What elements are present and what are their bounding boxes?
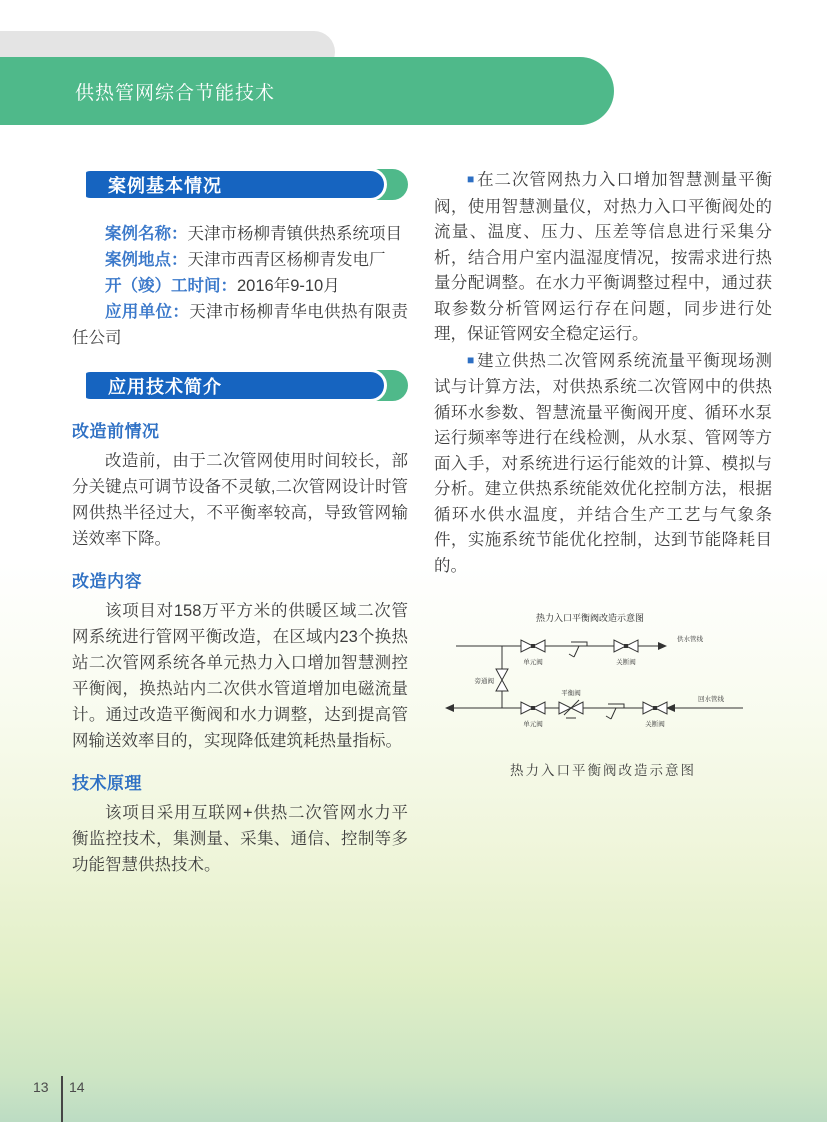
section-banner-tech-intro	[86, 369, 408, 402]
case-unit-value: 天津市杨柳青华电供热有限责任公司	[72, 303, 409, 347]
case-name-value: 天津市杨柳青镇供热系统项目	[187, 225, 402, 243]
balance-valve-symbol	[559, 700, 583, 718]
bypass-valve-symbol	[496, 669, 508, 691]
paragraph-tech-principle: 该项目采用互联网+供热二次管网水力平衡监控技术，集测量、采集、通信、控制等多功能智慧供热技术。	[72, 804, 408, 874]
flow-arrow-right-icon	[658, 642, 667, 650]
case-location-value: 天津市西青区杨柳青发电厂	[187, 251, 386, 269]
right-column	[434, 168, 772, 878]
case-time-value: 2016年9-10月	[237, 277, 340, 295]
label-return-line: 回水管线	[698, 696, 724, 703]
page-title: 供热管网综合节能技术	[75, 82, 276, 104]
case-info-item-time	[72, 273, 408, 299]
paragraph-before-retrofit: 改造前，由于二次管网使用时间较长，部分关键点可调节设备不灵敏,二次管网设计时管网供热半径过大，不平衡率较高，导致管网输送效率下降。	[72, 452, 408, 548]
label-shutoff-valve-top: 关断阀	[616, 659, 636, 666]
flow-arrow-left-icon	[445, 704, 454, 712]
label-unit-valve-bottom: 单元阀	[523, 721, 543, 728]
piping-schematic	[438, 603, 768, 743]
strainer-bottom-icon	[606, 704, 624, 719]
page-number-left: 13	[33, 1079, 49, 1095]
case-info-item-unit	[72, 299, 408, 351]
case-unit-label: 应用单位：	[105, 303, 190, 321]
shutoff-valve-top-symbol	[614, 640, 638, 652]
label-shutoff-valve-bottom: 关断阀	[645, 721, 665, 728]
page-number-right: 14	[69, 1079, 85, 1095]
label-supply-line: 供水管线	[677, 636, 703, 643]
diagram-caption: 热力入口平衡阀改造示意图	[510, 763, 696, 778]
left-column	[72, 168, 408, 878]
shutoff-valve-bottom-symbol	[643, 702, 667, 714]
section-title-case-info: 案例基本情况	[86, 168, 387, 201]
case-name-label: 案例名称：	[105, 225, 188, 243]
subsection-heading-before-retrofit: 改造前情况	[72, 422, 160, 441]
diagram-title: 热力入口平衡阀改造示意图	[535, 613, 645, 623]
case-location-label: 案例地点：	[105, 251, 188, 269]
case-info-item-location	[72, 247, 408, 273]
section-banner-case-info	[86, 168, 408, 201]
square-bullet-icon: ■	[467, 352, 476, 367]
content-columns	[72, 168, 772, 878]
label-balance-valve: 平衡阀	[561, 690, 581, 697]
case-time-label: 开（竣）工时间：	[105, 277, 237, 295]
bullet-paragraph-2	[434, 349, 772, 580]
page-header-banner	[0, 57, 614, 125]
section-title-tech-intro: 应用技术简介	[86, 369, 387, 402]
case-info-list	[72, 221, 408, 351]
unit-valve-top-symbol	[521, 640, 545, 652]
unit-valve-bottom-symbol	[521, 702, 545, 714]
bullet-paragraph-1-text: 在二次管网热力入口增加智慧测量平衡阀，使用智慧测量仪，对热力入口平衡阀处的流量、温度、压力、压差等信息进行采集分析，结合用户室内温湿度情况，按需求进行热量分配调整。在水力平衡调整过程中，通过获取参数分析管网运行存在问题，同步进行处理，保证管网安全稳定运行。	[434, 171, 773, 343]
page-number-divider	[61, 1076, 63, 1122]
label-unit-valve-top: 单元阀	[523, 659, 543, 666]
label-bypass-valve: 旁通阀	[474, 678, 494, 685]
bullet-paragraph-1	[434, 168, 772, 348]
return-pipe	[445, 704, 743, 712]
paragraph-retrofit-content: 该项目对158万平方米的供暖区域二次管网系统进行管网平衡改造，在区域内23个换热站二次管网系统各单元热力入口增加智慧测控平衡阀，换热站内二次供水管道增加电磁流量计。通过改造平衡阀和水力调整，达到提高管网输送效率目的，实现降低建筑耗热量指标。	[72, 602, 408, 750]
bullet-paragraph-2-text: 建立供热二次管网系统流量平衡现场测试与计算方法，对供热系统二次管网中的供热循环水参数、智慧流量平衡阀开度、循环水泵运行频率等进行在线检测，从水泵、管网等方面入手，对系统进行运行能效的计算、模拟与分析。建立供热系统能效优化控制方法，根据循环水供水温度，并结合生产工艺与气象条件，实施系统节能优化控制，达到节能降耗目的。	[434, 351, 773, 575]
subsection-heading-tech-principle: 技术原理	[72, 774, 142, 793]
balance-valve-diagram	[434, 603, 772, 779]
strainer-top-icon	[569, 642, 587, 657]
subsection-heading-retrofit-content: 改造内容	[72, 572, 142, 591]
case-info-item-name	[72, 221, 408, 247]
square-bullet-icon: ■	[467, 172, 476, 186]
